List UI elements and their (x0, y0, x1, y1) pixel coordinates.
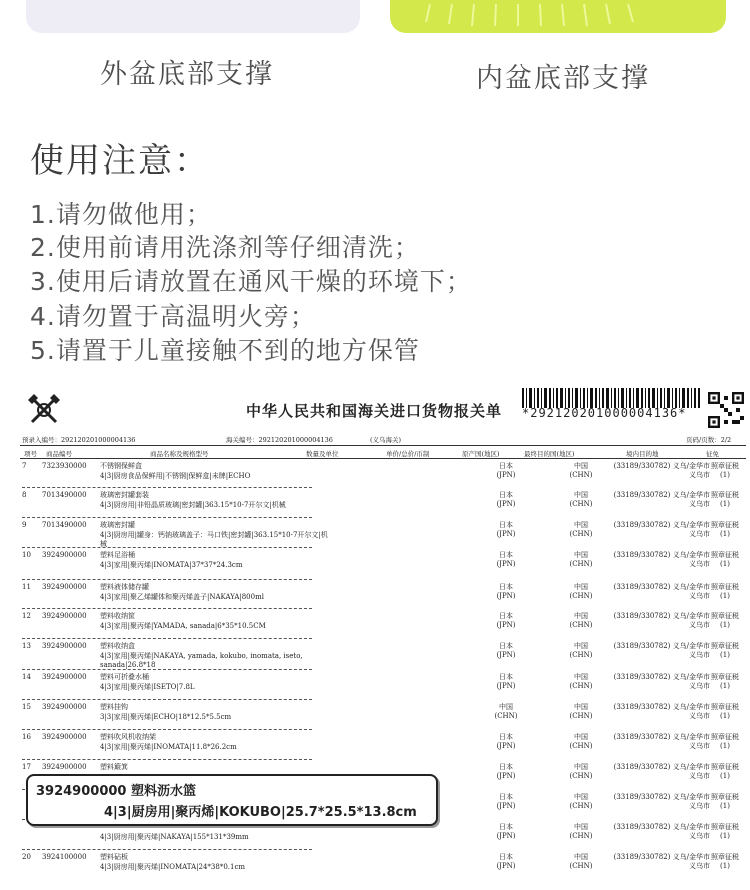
cell-spec: 4|3|家用|聚丙烯|INOMATA|11.8*26.2cm (100, 743, 237, 751)
cell-place: (33189/330782) 义乌/金华市 义乌市 (613, 642, 710, 659)
cell-final: 中国 (CHN) (569, 673, 593, 690)
cell-place: (33189/330782) 义乌/金华市 义乌市 (613, 462, 710, 479)
cell-origin: 日本 (JPN) (496, 853, 516, 870)
cell-name: 塑料收纳盒 (100, 642, 135, 650)
cell-spec: 4|3|家用|聚丙烯|ISETO|7.8L (100, 683, 195, 691)
row-divider (22, 729, 312, 730)
cell-origin: 日本 (JPN) (496, 673, 516, 690)
row-divider (22, 608, 312, 609)
cell-no: 17 (22, 763, 31, 771)
cell-place: (33189/330782) 义乌/金华市 义乌市 (613, 551, 710, 568)
cell-origin: 日本 (JPN) (496, 491, 516, 508)
cell-origin: 日本 (JPN) (496, 612, 516, 629)
note-item: 2.使用前请用洗涤剂等仔细清洗； (30, 233, 420, 262)
cell-tax: 照章征税 (1) (711, 462, 739, 479)
cell-final: 中国 (CHN) (569, 703, 593, 720)
callout-line1: 3924900000 塑料沥水篮 (36, 784, 196, 799)
cell-final: 中国 (CHN) (569, 642, 593, 659)
cell-tax: 照章征税 (1) (711, 521, 739, 538)
cell-spec: 4|3|厨房用|聚丙烯|INOMATA|24*38*0.1cm (100, 863, 246, 871)
cell-final: 中国 (CHN) (569, 521, 593, 538)
cell-code: 3924900000 (42, 733, 87, 741)
cell-spec: 4|3|家用|聚丙烯|YAMADA, sanada|6*35*10.5CM (100, 622, 266, 630)
cell-tax: 照章征税 (1) (711, 673, 739, 690)
cell-code: 3924900000 (42, 703, 87, 711)
col-price: 单价/总价/币制 (386, 450, 430, 458)
cell-final: 中国 (CHN) (569, 853, 593, 870)
cell-final: 中国 (CHN) (569, 763, 593, 780)
cell-origin: 日本 (JPN) (496, 763, 516, 780)
cell-tax: 照章征税 (1) (711, 612, 739, 629)
cell-place: (33189/330782) 义乌/金华市 义乌市 (613, 793, 710, 810)
col-dest: 境内目的地 (626, 450, 659, 458)
note-item: 4.请勿置于高温明火旁； (30, 302, 316, 331)
cell-spec: 4|3|厨房用|罐身：钙钠玻璃盖子：马口铁|密封罐|363.15*10-7开尔文|机械 (100, 531, 328, 548)
row-divider (22, 517, 312, 518)
pre-entry-no: 预录入编号：292120201000004136 (22, 436, 136, 444)
row-divider (22, 579, 312, 580)
cell-tax: 照章征税 (1) (711, 491, 739, 508)
row-divider (22, 638, 312, 639)
inner-basin-image (390, 0, 726, 33)
col-name: 商品名称及规格型号 (150, 450, 209, 458)
cell-tax: 照章征税 (1) (711, 583, 739, 600)
page-count: 页码/页数：2/2 (686, 436, 732, 444)
cell-tax: 照章征税 (1) (711, 793, 739, 810)
col-qty: 数量及单位 (306, 450, 339, 458)
cell-no: 11 (22, 583, 31, 591)
cell-code: 3924100000 (42, 853, 87, 861)
cell-name: 塑料簸箕 (100, 763, 128, 771)
cell-place: (33189/330782) 义乌/金华市 义乌市 (613, 612, 710, 629)
cell-place: (33189/330782) 义乌/金华市 义乌市 (613, 491, 710, 508)
cell-no: 13 (22, 642, 31, 650)
cell-spec: 4|3|厨房用|非铅晶质玻璃|密封罐|363.15*10-7开尔文|机械 (100, 501, 286, 509)
cell-code: 3924900000 (42, 612, 87, 620)
cell-code: 7013490000 (42, 491, 87, 499)
note-item: 3.使用后请放置在通风干燥的环境下； (30, 267, 472, 296)
customs-no: 海关编号：292120201000004136 (226, 436, 333, 444)
cell-place: (33189/330782) 义乌/金华市 义乌市 (613, 673, 710, 690)
row-divider (22, 759, 312, 760)
cell-tax: 照章征税 (1) (711, 853, 739, 870)
callout-line2: 4|3|厨房用|聚丙烯|KOKUBO|25.7*25.5*13.8cm (104, 805, 417, 820)
cell-spec: 4|3|家用|聚丙烯|NAKAYA, yamada, kokubo, inomata, iseto, sanada|26.8*18 (100, 652, 303, 669)
cell-final: 中国 (CHN) (569, 491, 593, 508)
customs-emblem-icon (24, 390, 64, 430)
cell-no: 15 (22, 703, 31, 711)
cell-origin: 日本 (JPN) (496, 733, 516, 750)
inner-caption: 内盆底部支撑 (476, 63, 650, 94)
barcode-icon (522, 388, 700, 408)
cell-no: 8 (22, 491, 27, 499)
qr-code-icon (708, 392, 744, 428)
cell-code: 3924900000 (42, 673, 87, 681)
highlight-callout (26, 774, 438, 826)
cell-code: 3924900000 (42, 642, 87, 650)
col-final: 最终目的国(地区) (524, 450, 575, 458)
customs-port: (义乌海关) (370, 436, 402, 444)
doc-title: 中华人民共和国海关进口货物报关单 (246, 402, 503, 420)
cell-place: (33189/330782) 义乌/金华市 义乌市 (613, 763, 710, 780)
cell-place: (33189/330782) 义乌/金华市 义乌市 (613, 703, 710, 720)
cell-name: 不锈钢保鲜盒 (100, 462, 142, 470)
cell-final: 中国 (CHN) (569, 823, 593, 840)
cell-code: 3924900000 (42, 763, 87, 771)
cell-name: 塑料吹风机收纳架 (100, 733, 156, 741)
row-divider (22, 699, 312, 700)
outer-basin-image (26, 0, 360, 33)
cell-code: 3924900000 (42, 583, 87, 591)
col-tax: 征免 (706, 450, 719, 458)
cell-no: 12 (22, 612, 31, 620)
cell-tax: 照章征税 (1) (711, 763, 739, 780)
cell-origin: 日本 (JPN) (496, 551, 516, 568)
cell-place: (33189/330782) 义乌/金华市 义乌市 (613, 733, 710, 750)
row-divider (22, 487, 312, 488)
cell-place: (33189/330782) 义乌/金华市 义乌市 (613, 853, 710, 870)
cell-place: (33189/330782) 义乌/金华市 义乌市 (613, 521, 710, 538)
note-item: 1.请勿做他用； (30, 200, 212, 229)
cell-no: 14 (22, 673, 31, 681)
cell-name: 玻璃密封罐套装 (100, 491, 149, 499)
cell-name: 塑料收纳筐 (100, 612, 135, 620)
cell-origin: 日本 (JPN) (496, 521, 516, 538)
cell-code: 7013490000 (42, 521, 87, 529)
col-code: 商品编号 (46, 450, 72, 458)
cell-no: 16 (22, 733, 31, 741)
cell-no: 20 (22, 853, 31, 861)
cell-tax: 照章征税 (1) (711, 551, 739, 568)
cell-origin: 日本 (JPN) (496, 462, 516, 479)
cell-no: 7 (22, 462, 27, 470)
cell-final: 中国 (CHN) (569, 793, 593, 810)
barcode-text: *292120201000004136* (522, 406, 687, 420)
cell-final: 中国 (CHN) (569, 612, 593, 629)
col-no: 项号 (24, 450, 37, 458)
cell-name: 塑料足浴桶 (100, 551, 135, 559)
row-divider (22, 849, 312, 850)
cell-no: 9 (22, 521, 27, 529)
cell-place: (33189/330782) 义乌/金华市 义乌市 (613, 823, 710, 840)
cell-final: 中国 (CHN) (569, 583, 593, 600)
customs-declaration (0, 378, 750, 890)
cell-spec: 3|3|家用|聚丙烯|ECHO|18*12.5*5.5cm (100, 713, 232, 721)
note-item: 5.请置于儿童接触不到的地方保管 (30, 336, 420, 365)
cell-tax: 照章征税 (1) (711, 733, 739, 750)
cell-code: 7323930000 (42, 462, 87, 470)
cell-origin: 日本 (JPN) (496, 823, 516, 840)
cell-spec: 4|3|厨房用|聚丙烯|NAKAYA|155*131*39mm (100, 833, 249, 841)
row-divider (22, 547, 312, 548)
cell-code: 3924900000 (42, 551, 87, 559)
row-divider (22, 669, 312, 670)
cell-place: (33189/330782) 义乌/金华市 义乌市 (613, 583, 710, 600)
cell-origin: 中国 (CHN) (494, 703, 518, 720)
cell-spec: 4|3|家用|聚乙烯罐体和聚丙烯盖子|NAKAYA|800ml (100, 593, 264, 601)
cell-name: 玻璃密封罐 (100, 521, 135, 529)
cell-tax: 照章征税 (1) (711, 642, 739, 659)
cell-spec: 4|3|厨房食品保鲜用|不锈钢|保鲜盒|未牌|ECHO (100, 472, 251, 480)
cell-final: 中国 (CHN) (569, 733, 593, 750)
cell-tax: 照章征税 (1) (711, 703, 739, 720)
cell-origin: 日本 (JPN) (496, 583, 516, 600)
cell-no: 10 (22, 551, 31, 559)
cell-final: 中国 (CHN) (569, 551, 593, 568)
cell-origin: 日本 (JPN) (496, 642, 516, 659)
outer-caption: 外盆底部支撑 (100, 59, 274, 90)
notes-title: 使用注意： (30, 141, 210, 181)
cell-spec: 4|3|家用|聚丙烯|INOMATA|37*37*24.3cm (100, 561, 243, 569)
col-origin: 原产国(地区) (462, 450, 500, 458)
cell-tax: 照章征税 (1) (711, 823, 739, 840)
cell-name: 塑料挂钩 (100, 703, 128, 711)
cell-name: 塑料砧板 (100, 853, 128, 861)
cell-name: 塑料液体储存罐 (100, 583, 149, 591)
cell-origin: 日本 (JPN) (496, 793, 516, 810)
cell-final: 中国 (CHN) (569, 462, 593, 479)
cell-name: 塑料可折叠水桶 (100, 673, 149, 681)
